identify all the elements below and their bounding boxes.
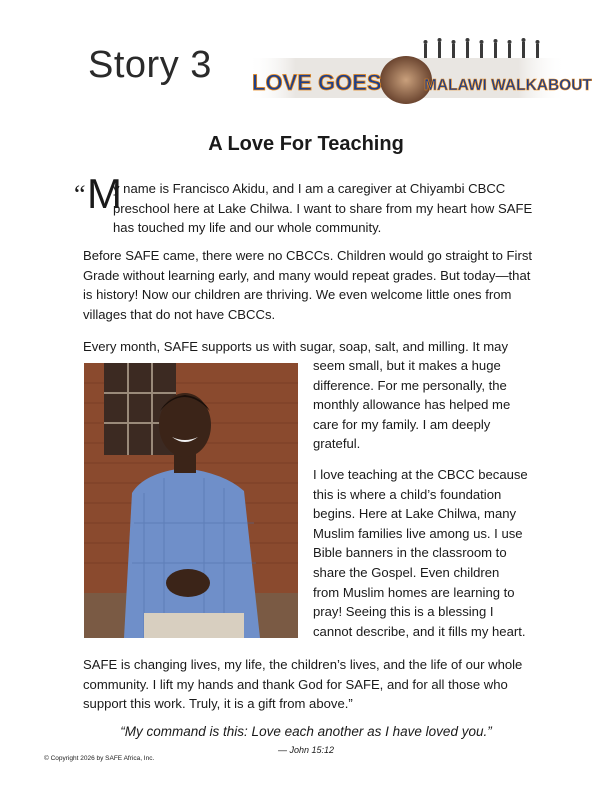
portrait-illustration <box>84 363 298 638</box>
banner-love-goes-text: LOVE GOES <box>252 70 382 95</box>
scripture-reference: — John 15:12 <box>277 745 335 755</box>
portrait-photo <box>84 363 298 638</box>
paragraph-intro: y name is Francisco Akidu, and I am a caregiver at Chiyambi CBCC preschool here at Lake Chilwa. I want to share from my heart how SAFE has touched my life and our whole community. <box>113 181 533 236</box>
story-label: Story 3 <box>88 44 212 86</box>
paragraph-monthly-support-line1: Every month, SAFE supports us with sugar, soap, salt, and milling. It may <box>83 339 509 354</box>
scripture-verse: “My command is this: Love each another as I have loved you.” <box>120 724 492 739</box>
walkers-silhouette <box>424 38 540 58</box>
paragraph-monthly-support: seem small, but it makes a huge difference. For me personally, the monthly allowance has helped me care for my family. I am deeply grateful. <box>313 358 511 452</box>
open-quote-mark: “ <box>74 180 86 209</box>
clasped-hands <box>166 569 210 597</box>
banner-malawi-text: MALAWI WALKABOUT <box>424 77 592 94</box>
banner-graphic <box>248 30 592 108</box>
copyright-notice: © Copyright 2026 by SAFE Africa, Inc. <box>44 755 155 762</box>
drop-cap: M <box>87 170 122 217</box>
paragraph-changing-lives: SAFE is changing lives, my life, the children’s lives, and the life of our whole community. I lift my hands and thank God for SAFE, and for all those who support this work. Truly, it is a gift from above.” <box>83 657 523 712</box>
love-goes-banner <box>248 30 592 108</box>
paragraph-before-safe: Before SAFE came, there were no CBCCs. Children would go straight to First Grade without learning early, and many would repeat grades. But today—that is history! Now our children are thriving. We even welcome little ones from villages that do not have CBCCs. <box>83 248 533 322</box>
paragraph-love-teaching: I love teaching at the CBCC because this is where a child’s foundation begins. Here at Lake Chilwa, many Muslim families live among us. I use Bible banners in the classroom to share the Gospel. Even children from Muslim homes are learning to pray! Seeing this is a blessing I cannot describe, and it fills my heart. <box>313 467 528 639</box>
article-title: A Love For Teaching <box>208 133 404 155</box>
